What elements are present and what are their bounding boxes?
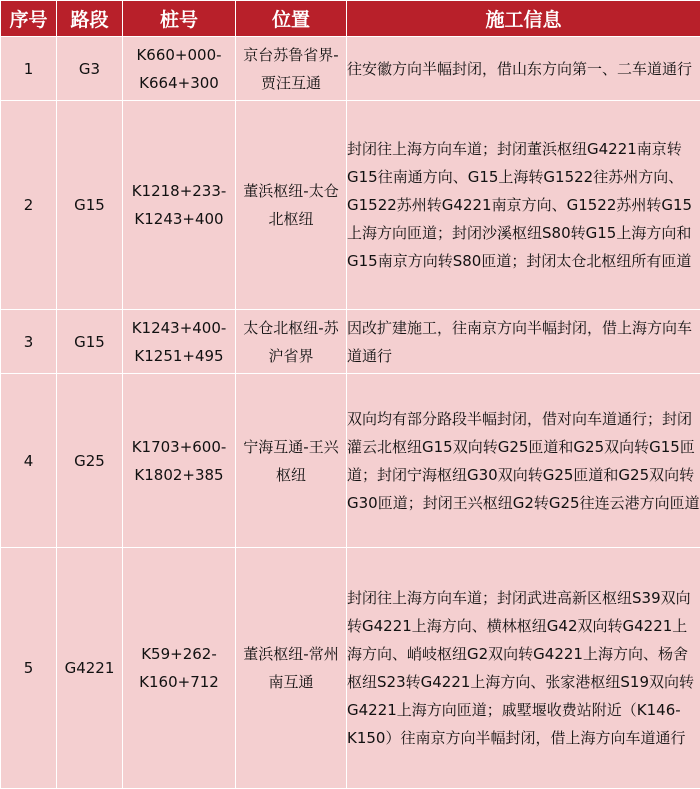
col-header-road: 路段	[57, 1, 123, 37]
cell-location	[236, 37, 347, 101]
cell-no: 5	[1, 548, 57, 789]
table-row	[1, 548, 700, 789]
location-text: 董浜枢纽-常州南互通	[242, 640, 340, 696]
cell-road: G4221	[57, 548, 123, 789]
location-text: 董浜枢纽-太仓北枢纽	[242, 177, 340, 233]
stake-text: K59+262-K160+712	[131, 640, 227, 696]
cell-no: 3	[1, 310, 57, 374]
cell-info: 因改扩建施工，往南京方向半幅封闭，借上海方向车道通行	[347, 310, 700, 374]
cell-stake	[123, 548, 236, 789]
col-header-location: 位置	[236, 1, 347, 37]
cell-road: G3	[57, 37, 123, 101]
header-row	[1, 1, 700, 37]
col-header-info: 施工信息	[347, 1, 700, 37]
table-row	[1, 37, 700, 101]
cell-road: G15	[57, 310, 123, 374]
cell-road: G25	[57, 374, 123, 548]
stake-text: K1703+600-K1802+385	[131, 433, 227, 489]
table-row	[1, 374, 700, 548]
col-header-no: 序号	[1, 1, 57, 37]
location-text: 京台苏鲁省界-贾汪互通	[242, 41, 340, 97]
cell-stake	[123, 310, 236, 374]
cell-info: 双向均有部分路段半幅封闭，借对向车道通行；封闭灌云北枢纽G15双向转G25匝道和G25双向转G15匝道；封闭宁海枢纽G30双向转G25匝道和G25双向转G30匝道；封闭王兴枢纽G2转G25往连云港方向匝道	[347, 374, 700, 548]
cell-no: 1	[1, 37, 57, 101]
location-text: 宁海互通-王兴枢纽	[242, 433, 340, 489]
cell-stake	[123, 101, 236, 310]
cell-no: 4	[1, 374, 57, 548]
cell-road: G15	[57, 101, 123, 310]
cell-location	[236, 374, 347, 548]
table-row	[1, 101, 700, 310]
location-text: 太仓北枢纽-苏沪省界	[242, 314, 340, 370]
stake-text: K1218+233-K1243+400	[131, 177, 227, 233]
cell-location	[236, 101, 347, 310]
cell-info: 封闭往上海方向车道；封闭董浜枢纽G4221南京转G15往南通方向、G15上海转G1522往苏州方向、G1522苏州转G4221南京方向、G1522苏州转G15上海方向匝道；封闭沙溪枢纽S80转G15上海方向和G15南京方向转S80匝道；封闭太仓北枢纽所有匝道	[347, 101, 700, 310]
cell-stake	[123, 37, 236, 101]
cell-info: 往安徽方向半幅封闭，借山东方向第一、二车道通行	[347, 37, 700, 101]
table-row	[1, 310, 700, 374]
cell-no: 2	[1, 101, 57, 310]
stake-text: K1243+400-K1251+495	[131, 314, 227, 370]
cell-stake	[123, 374, 236, 548]
cell-info: 封闭往上海方向车道；封闭武进高新区枢纽S39双向转G4221上海方向、横林枢纽G42双向转G4221上海方向、峭岐枢纽G2双向转G4221上海方向、杨舍枢纽S23转G4221上海方向、张家港枢纽S19双向转G4221上海方向匝道；戚墅堰收费站附近（K146-K150）往南京方向半幅封闭，借上海方向车道通行	[347, 548, 700, 789]
cell-location	[236, 310, 347, 374]
stake-text: K660+000-K664+300	[131, 41, 227, 97]
col-header-stake: 桩号	[123, 1, 236, 37]
cell-location	[236, 548, 347, 789]
